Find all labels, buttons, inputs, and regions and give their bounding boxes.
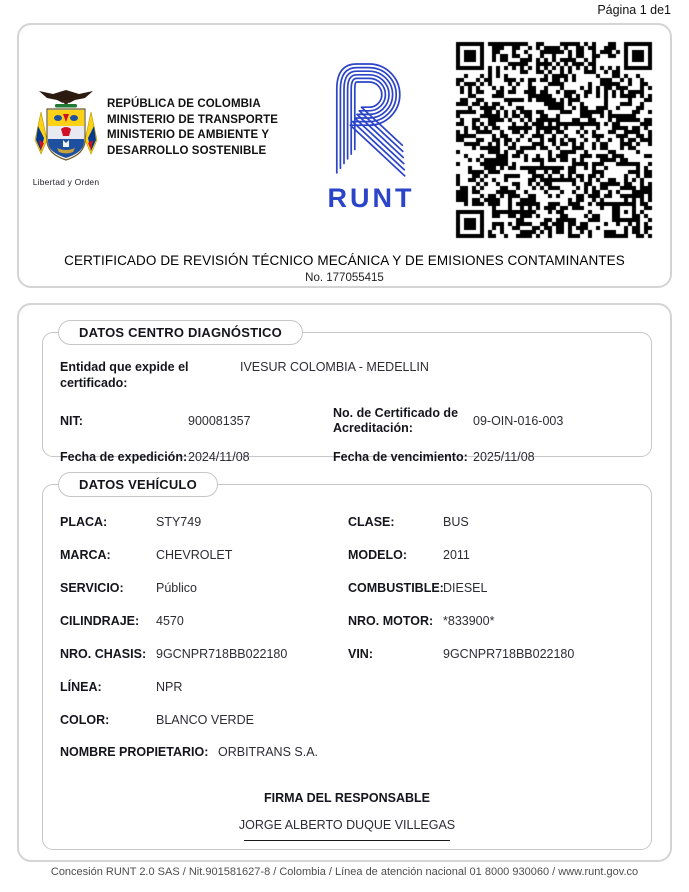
coat-of-arms-motto: Libertad y Orden [32, 177, 100, 187]
cilindraje-value: 4570 [156, 614, 184, 628]
vin-label: VIN: [348, 647, 373, 661]
placa-label: PLACA: [60, 515, 108, 529]
runt-logo [306, 55, 436, 214]
certificate-title: CERTIFICADO DE REVISIÓN TÉCNICO MECÁNICA Y DE EMISIONES CONTAMINANTES [64, 253, 625, 268]
modelo-value: 2011 [443, 548, 470, 562]
nro-motor-label: NRO. MOTOR: [348, 614, 434, 628]
coat-of-arms-icon [33, 88, 99, 176]
signature-title: FIRMA DEL RESPONSABLE [264, 791, 430, 805]
clase-label: CLASE: [348, 515, 395, 529]
diagnostic-center-section-title: DATOS CENTRO DIAGNÓSTICO [58, 320, 303, 345]
color-value: BLANCO VERDE [156, 713, 254, 727]
nit-value: 900081357 [188, 414, 251, 428]
vehicle-row [60, 545, 634, 565]
vehicle-row [60, 611, 634, 631]
dates-row [60, 449, 634, 465]
accreditation-label: No. de Certificado de Acreditación: [333, 406, 459, 435]
vehicle-section [42, 477, 652, 850]
vin-value: 9GCNPR718BB022180 [443, 647, 575, 661]
signature-line [244, 840, 450, 841]
owner-label: NOMBRE PROPIETARIO: [60, 745, 209, 759]
nit-accreditation-row [60, 406, 634, 436]
runt-r-icon [325, 55, 417, 181]
owner-row [60, 744, 634, 760]
vehicle-row [60, 578, 634, 598]
color-label: COLOR: [60, 713, 110, 727]
entity-label: Entidad que expide el certificado: [60, 360, 189, 390]
expiry-date-label: Fecha de vencimiento: [333, 450, 468, 464]
signature-name: JORGE ALBERTO DUQUE VILLEGAS [238, 818, 456, 832]
nro-chasis-value: 9GCNPR718BB022180 [156, 647, 288, 661]
owner-value: ORBITRANS S.A. [218, 745, 319, 759]
footer-text: Concesión RUNT 2.0 SAS / Nit.901581627-8 / Colombia / Línea de atención nacional 01 8000 930060 / www.runt.gov.co [50, 866, 639, 878]
marca-label: MARCA: [60, 548, 111, 562]
runt-logo-text: RUNT [327, 183, 415, 213]
ministry-text [107, 97, 307, 159]
expiry-date-value: 2025/11/08 [473, 450, 535, 464]
linea-value: NPR [156, 680, 183, 694]
qr-code [454, 40, 656, 240]
nro-chasis-label: NRO. CHASIS: [60, 647, 147, 661]
colombia-coat-of-arms [31, 88, 101, 187]
entity-row [60, 359, 634, 391]
diagnostic-center-section [42, 325, 652, 464]
clase-value: BUS [443, 515, 469, 529]
ministry-line: MINISTERIO DE AMBIENTE Y [107, 129, 270, 141]
accreditation-value: 09-OIN-016-003 [473, 414, 564, 428]
page-indicator: Página 1 de1 [597, 3, 671, 17]
marca-value: CHEVROLET [156, 548, 233, 562]
body-box [17, 303, 672, 862]
linea-label: LÍNEA: [60, 680, 102, 694]
servicio-label: SERVICIO: [60, 581, 124, 595]
issue-date-label: Fecha de expedición: [60, 450, 188, 464]
nro-motor-value: *833900* [443, 614, 495, 628]
issue-date-value: 2024/11/08 [188, 450, 250, 464]
cilindraje-label: CILINDRAJE: [60, 614, 140, 628]
ministry-line: DESARROLLO SOSTENIBLE [107, 144, 267, 157]
vehicle-row [60, 710, 634, 730]
placa-value: STY749 [156, 515, 202, 529]
ministry-line: REPÚBLICA DE COLOMBIA [107, 98, 261, 110]
header-box [17, 23, 672, 288]
vehicle-row [60, 512, 634, 532]
combustible-label: COMBUSTIBLE: [348, 581, 444, 595]
servicio-value: Público [156, 581, 197, 595]
certificate-number: No. 177055415 [305, 272, 384, 284]
entity-value: IVESUR COLOMBIA - MEDELLIN [240, 360, 429, 374]
qr-code-canvas [454, 40, 656, 240]
combustible-value: DIESEL [443, 581, 488, 595]
vehicle-row [60, 677, 634, 697]
vehicle-row [60, 644, 634, 664]
modelo-label: MODELO: [348, 548, 408, 562]
ministry-line: MINISTERIO DE TRANSPORTE [107, 113, 279, 126]
nit-label: NIT: [60, 414, 83, 428]
vehicle-section-title: DATOS VEHÍCULO [58, 472, 218, 497]
